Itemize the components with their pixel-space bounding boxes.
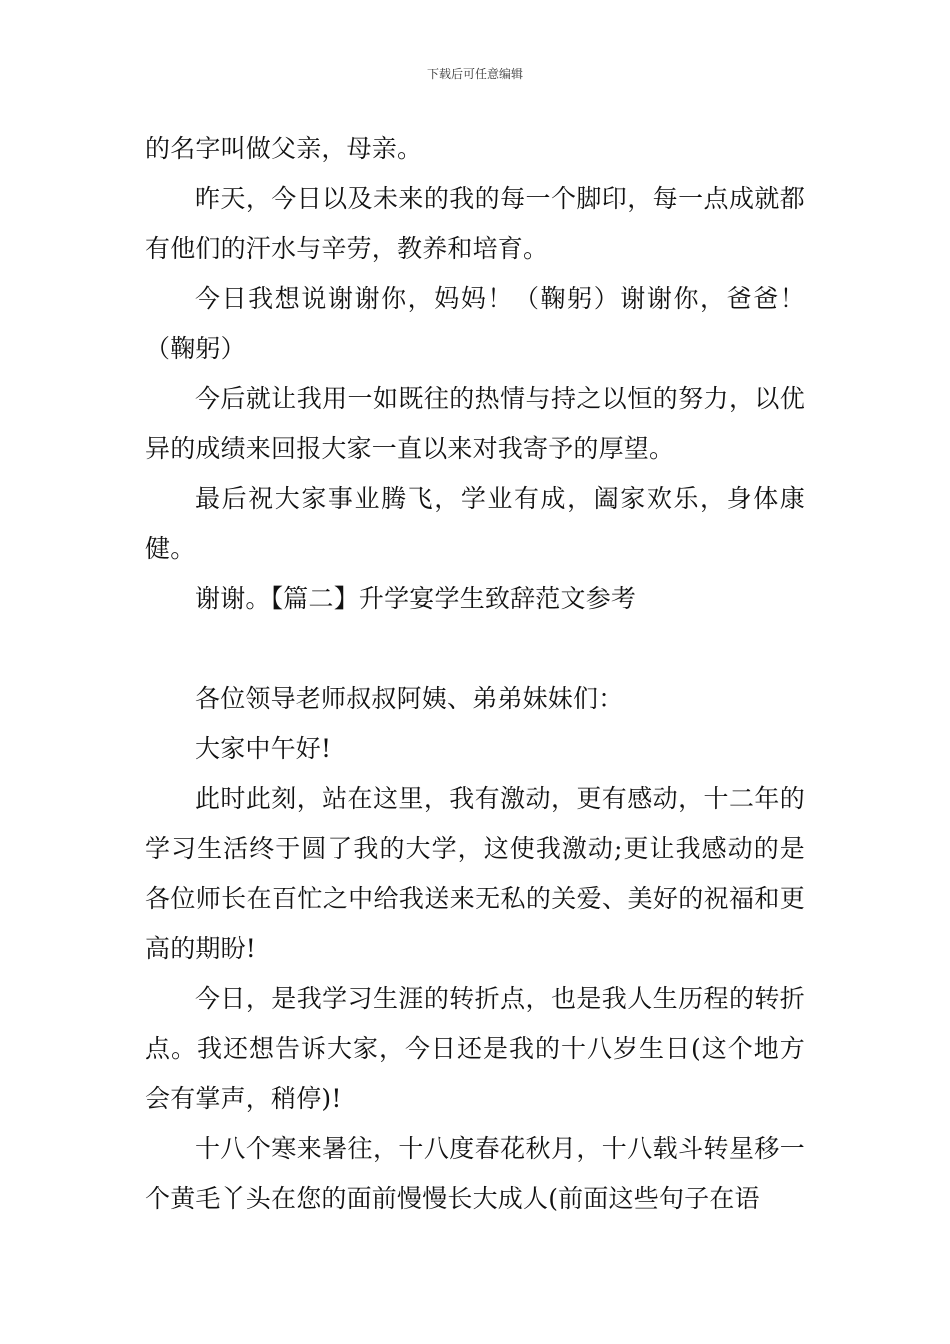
paragraph-continuation: 的名字叫做父亲，母亲。 xyxy=(145,134,423,163)
paragraph-section-two-title: 谢谢。【篇二】升学宴学生致辞范文参考 xyxy=(195,584,637,613)
paragraph-future-effort: 今后就让我用一如既往的热情与持之以恒的努力，以优异的成绩来回报大家一直以来对我寄予的厚望。 xyxy=(145,384,805,463)
paragraph-turning-point: 今日，是我学习生涯的转折点，也是我人生历程的转折点。我还想告诉大家，今日还是我的十八岁生日(这个地方会有掌声，稍停)! xyxy=(145,984,805,1113)
document-body xyxy=(145,124,805,1224)
paragraph-salutation: 各位领导老师叔叔阿姨、弟弟妹妹们： xyxy=(195,684,624,713)
page-header: 下载后可任意编辑 xyxy=(426,67,523,81)
paragraph-thanks-parents: 今日我想说谢谢你，妈妈！（鞠躬）谢谢你，爸爸！（鞠躬） xyxy=(145,284,805,363)
paragraph-greeting: 大家中午好! xyxy=(195,734,332,763)
blank-line xyxy=(145,624,805,674)
paragraph-eighteen-years: 十八个寒来暑往，十八度春花秋月，十八载斗转星移一个黄毛丫头在您的面前慢慢长大成人(前面这些句子在语 xyxy=(145,1134,805,1213)
paragraph-best-wishes: 最后祝大家事业腾飞，学业有成，阖家欢乐，身体康健。 xyxy=(145,484,805,563)
paragraph-this-moment: 此时此刻，站在这里，我有激动，更有感动，十二年的学习生活终于圆了我的大学，这使我激动;更让我感动的是各位师长在百忙之中给我送来无私的关爱、美好的祝福和更高的期盼! xyxy=(145,784,805,963)
paragraph-footprints: 昨天，今日以及未来的我的每一个脚印，每一点成就都有他们的汗水与辛劳，教养和培育。 xyxy=(145,184,805,263)
